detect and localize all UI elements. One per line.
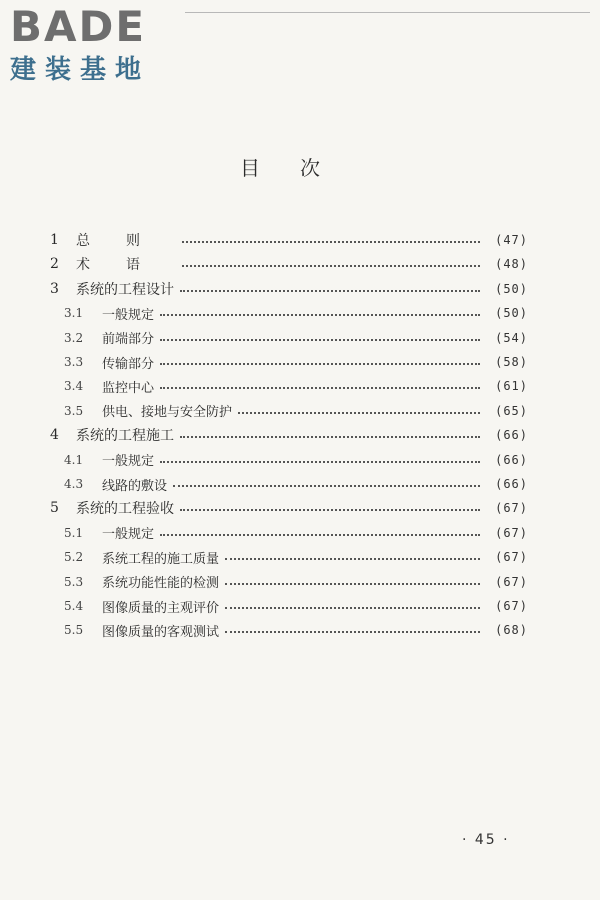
toc-entry[interactable] bbox=[0, 399, 600, 423]
toc-dot-leader bbox=[160, 314, 480, 316]
toc-entry-number: 5.1 bbox=[64, 525, 84, 540]
toc-dot-leader bbox=[182, 265, 480, 267]
toc-entry[interactable] bbox=[0, 618, 600, 642]
toc-dot-leader bbox=[225, 558, 480, 560]
page-title: 目次 bbox=[240, 156, 360, 180]
toc-dot-leader bbox=[173, 485, 480, 487]
toc-entry[interactable] bbox=[0, 570, 600, 594]
toc-entry-title: 传输部分 bbox=[102, 356, 155, 372]
toc-entry-title: 线路的敷设 bbox=[102, 478, 168, 494]
toc-dot-leader bbox=[180, 436, 480, 438]
toc-entry-title: 术语 bbox=[76, 257, 176, 274]
bade-logo bbox=[10, 4, 175, 86]
toc-dot-leader bbox=[225, 607, 480, 609]
toc-entry-number: 3.4 bbox=[64, 379, 84, 394]
toc-entry[interactable] bbox=[0, 423, 600, 447]
toc-dot-leader bbox=[182, 241, 480, 243]
toc-dot-leader bbox=[225, 583, 480, 585]
toc-entry-number: 5 bbox=[50, 500, 59, 517]
toc-entry-title: 前端部分 bbox=[102, 332, 155, 348]
toc-entry-number: 3 bbox=[50, 280, 59, 297]
logo-subtitle: 建装基地 bbox=[10, 55, 151, 85]
toc-entry-number: 3.1 bbox=[64, 306, 84, 321]
toc-entry-page: (65) bbox=[495, 403, 528, 418]
toc-entry[interactable] bbox=[0, 228, 600, 252]
toc-entry-title: 图像质量的客观测试 bbox=[102, 624, 220, 640]
toc-entry-number: 4 bbox=[50, 427, 59, 444]
toc-entry[interactable] bbox=[0, 350, 600, 374]
toc-entry-page: (54) bbox=[495, 330, 528, 345]
toc-entry-number: 3.3 bbox=[64, 355, 84, 369]
toc-dot-leader bbox=[160, 363, 480, 365]
toc-entry-title: 系统功能性能的检测 bbox=[102, 576, 220, 592]
toc-entry-number: 5.2 bbox=[64, 550, 84, 565]
toc-entry[interactable] bbox=[0, 374, 600, 398]
toc-entry[interactable] bbox=[0, 326, 600, 350]
toc-entry[interactable] bbox=[0, 496, 600, 520]
toc-entry-page: (66) bbox=[495, 477, 528, 491]
toc-dot-leader bbox=[160, 461, 480, 463]
toc-entry-title: 系统的工程施工 bbox=[76, 428, 174, 445]
toc-entry-number: 5.4 bbox=[64, 599, 84, 613]
toc-dot-leader bbox=[160, 387, 480, 389]
toc-entry-page: (50) bbox=[495, 306, 528, 321]
toc-dot-leader bbox=[225, 631, 480, 633]
toc-entry-number: 5.3 bbox=[64, 574, 84, 589]
toc-entry-number: 4.3 bbox=[64, 477, 84, 491]
toc-entry-title: 一般规定 bbox=[102, 307, 155, 323]
toc-entry-page: (68) bbox=[495, 623, 528, 638]
toc-entry-page: (48) bbox=[495, 257, 528, 272]
toc-entry-number: 4.1 bbox=[64, 452, 84, 467]
toc-entry-number: 3.2 bbox=[64, 330, 84, 345]
toc-entry-number: 2 bbox=[50, 256, 59, 273]
toc-dot-leader bbox=[160, 339, 480, 341]
toc-entry-page: (67) bbox=[495, 550, 528, 565]
page-number: · 45 · bbox=[462, 832, 510, 848]
toc-entry-page: (67) bbox=[495, 574, 528, 589]
logo-wordmark: BADE bbox=[10, 2, 147, 51]
toc-entry-number: 5.5 bbox=[64, 623, 84, 638]
toc-entry-page: (66) bbox=[495, 452, 528, 467]
toc-entry[interactable] bbox=[0, 252, 600, 276]
header-rule bbox=[185, 12, 590, 13]
toc-entry-title: 系统的工程验收 bbox=[76, 501, 174, 518]
toc-entry-title: 图像质量的主观评价 bbox=[102, 600, 220, 616]
toc-entry-title: 供电、接地与安全防护 bbox=[102, 405, 233, 421]
toc-entry[interactable] bbox=[0, 301, 600, 325]
toc-entry[interactable] bbox=[0, 448, 600, 472]
toc-entry-number: 3.5 bbox=[64, 403, 84, 418]
toc-entry-page: (61) bbox=[495, 379, 528, 394]
toc-entry-page: (47) bbox=[495, 233, 528, 247]
toc-entry-page: (67) bbox=[495, 599, 528, 613]
toc-entry-page: (67) bbox=[495, 501, 528, 516]
toc-entry-title: 系统工程的施工质量 bbox=[102, 551, 220, 567]
toc-entry-title: 一般规定 bbox=[102, 527, 155, 543]
toc-entry-title: 系统的工程设计 bbox=[76, 281, 174, 298]
toc-entry-page: (50) bbox=[495, 281, 528, 296]
toc-dot-leader bbox=[180, 509, 480, 511]
toc-entry-page: (58) bbox=[495, 355, 528, 369]
toc-entry-title: 监控中心 bbox=[102, 380, 155, 396]
toc-entry-page: (66) bbox=[495, 428, 528, 443]
toc-entry-number: 1 bbox=[50, 232, 59, 248]
toc-entry-title: 总则 bbox=[76, 233, 176, 249]
toc-entry[interactable] bbox=[0, 594, 600, 618]
toc-dot-leader bbox=[160, 534, 480, 536]
toc-dot-leader bbox=[238, 412, 480, 414]
toc-entry-page: (67) bbox=[495, 525, 528, 540]
toc-entry[interactable] bbox=[0, 277, 600, 301]
toc-entry-title: 一般规定 bbox=[102, 454, 155, 470]
toc-entry[interactable] bbox=[0, 545, 600, 569]
toc-entry[interactable] bbox=[0, 472, 600, 496]
toc-entry[interactable] bbox=[0, 521, 600, 545]
toc-dot-leader bbox=[180, 290, 480, 292]
